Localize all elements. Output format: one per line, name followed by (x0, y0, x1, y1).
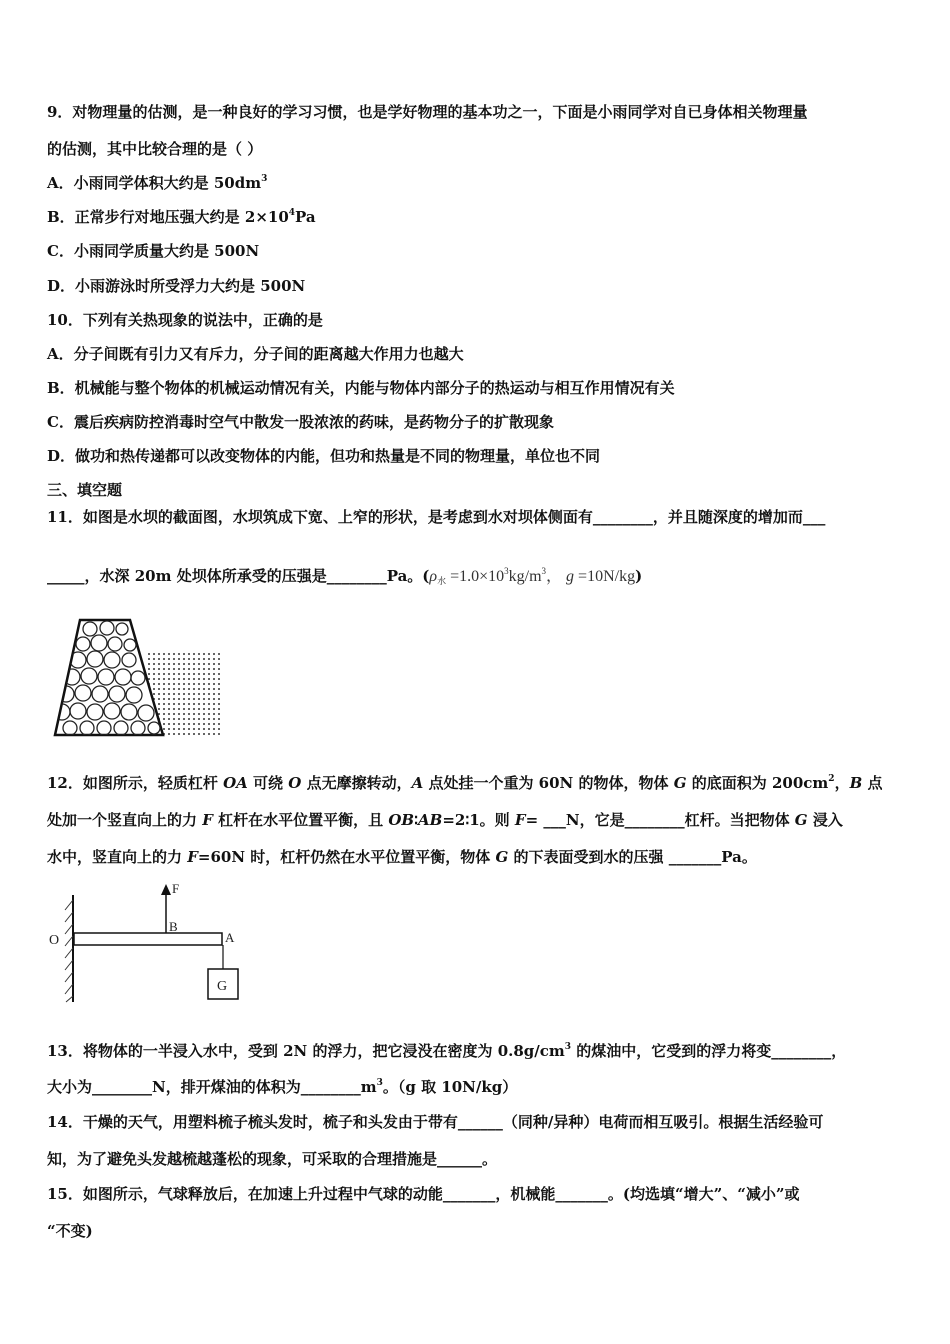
q9-option-a: A．小雨同学体积大约是 $50dm^3$ (47, 174, 268, 192)
q15-line2: “不变) (47, 1222, 93, 1240)
wall-hatching (65, 900, 73, 1002)
q10-option-b: B．机械能与整个物体的机械运动情况有关，内能与物体内部分子的热运动与相互作用情况有关 (47, 379, 675, 397)
q13-line1: 13．将物体的一半浸入水中，受到 2N 的浮力，把它浸没在密度为 $0.8g/cm^3$ 的煤油中，它受到的浮力将变________， (47, 1042, 847, 1060)
q10-option-d: D．做功和热传递都可以改变物体的内能，但功和热量是不同的物理量，单位也不同 (47, 447, 601, 465)
q10-stem: 10．下列有关热现象的说法中，正确的是 (47, 311, 323, 329)
dam-cross-section-figure (52, 617, 224, 739)
q11-line1: 11．如图是水坝的截面图，水坝筑成下宽、上窄的形状，是考虑到水对坝体侧面有________，并且随深度的增加而___ (47, 508, 826, 526)
q9-option-b: B．正常步行对地压强大约是 $2\times 10^4Pa$ (47, 208, 316, 226)
q9-option-d: D．小雨游泳时所受浮力大约是 500N (47, 277, 306, 295)
q10-option-c: C．震后疾病防控消毒时空气中散发一股浓浓的药味，是药物分子的扩散现象 (47, 413, 554, 431)
q14-line1: 14．干燥的天气，用塑料梳子梳头发时，梳子和头发由于带有______（同种/异种）电荷而相互吸引。根据生活经验可 (47, 1113, 824, 1131)
lever-figure (45, 880, 245, 1005)
q10-option-a: A．分子间既有引力又有斥力，分子间的距离越大作用力也越大 (47, 345, 464, 363)
q14-line2: 知，为了避免头发越梳越蓬松的现象，可采取的合理措施是______。 (47, 1150, 498, 1168)
q9-stem-line2: 的估测，其中比较合理的是（ ） (47, 140, 263, 158)
label-f: F (172, 881, 180, 896)
q15-line1: 15．如图所示，气球释放后，在加速上升过程中气球的动能_______，机械能_______。(均选填“增大”、“减小”或 (47, 1185, 800, 1203)
lever-bar (74, 933, 222, 945)
q9-option-c: C．小雨同学质量大约是 500N (47, 242, 260, 260)
q11-line2: _____，水深 20m 处坝体所承受的压强是________Pa。($\rho_水 =1.0\times 10^3kg/m^3$， g =10N/kg) (47, 566, 643, 586)
section-heading-fill-in: 三、填空题 (47, 481, 123, 499)
label-g: G (217, 979, 228, 994)
q12-line2: 处加一个竖直向上的力 F 杠杆在水平位置平衡，且 OB∶AB=2∶1。则 F= ___N，它是________杠杆。当把物体 G 浸入 (47, 811, 843, 829)
force-arrow-head (161, 884, 171, 895)
q12-line3: 水中，竖直向上的力 F=60N 时，杠杆仍然在水平位置平衡，物体 G 的下表面受到水的压强 _______Pa。 (47, 848, 757, 866)
q11-formula: $\rho_水 =1.0\times 10^3kg/m^3$， g =10N/kg (429, 566, 636, 586)
q13-line2: 大小为________N，排开煤油的体积为$\_\_\_\_\_\_\_\_m^3$。（g 取 10N/kg） (47, 1078, 518, 1096)
label-a: A (225, 930, 235, 945)
label-o: O (49, 933, 60, 948)
q9-stem-line1: 9．对物理量的估测，是一种良好的学习习惯，也是学好物理的基本功之一，下面是小雨同学对自已身体相关物理量 (47, 103, 808, 121)
label-b: B (169, 919, 178, 934)
q12-line1: 12．如图所示，轻质杠杆 OA 可绕 O 点无摩擦转动，A 点处挂一个重为 60N 的物体，物体 G 的底面积为 $200cm^2$，B 点 (47, 774, 883, 792)
